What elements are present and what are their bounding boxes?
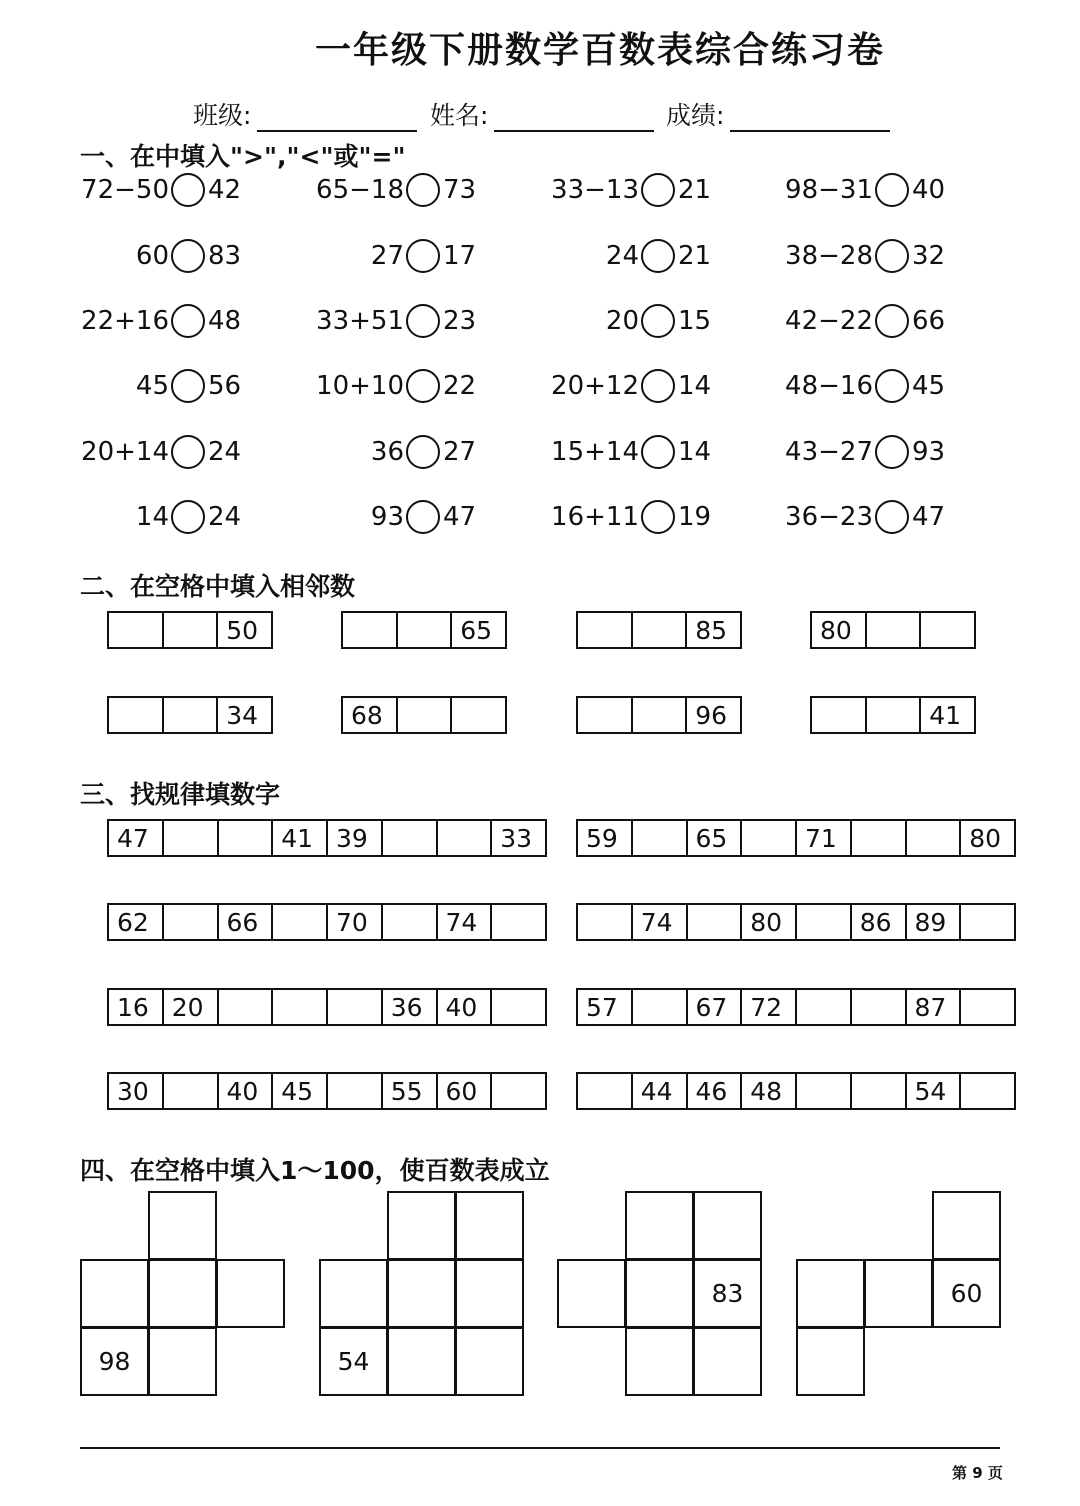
number-cell: 87 — [907, 988, 962, 1026]
answer-circle[interactable] — [875, 435, 909, 469]
number-cell: 83 — [693, 1259, 762, 1328]
blank-cell[interactable] — [438, 819, 493, 857]
comparison-item — [0, 366, 260, 406]
comparison-right: 83 — [208, 241, 242, 271]
blank-cell[interactable] — [455, 1259, 524, 1328]
comparison-item — [470, 366, 730, 406]
answer-circle[interactable] — [406, 173, 440, 207]
number-cell: 74 — [438, 903, 493, 941]
blank-cell[interactable] — [492, 988, 547, 1026]
blank-cell[interactable] — [633, 988, 688, 1026]
pattern-row — [107, 903, 547, 941]
comparison-left: 72−50 — [81, 175, 169, 205]
blank-cell[interactable] — [164, 903, 219, 941]
blank-cell[interactable] — [328, 1072, 383, 1110]
section1-heading: 一、在中填入">","<"或"=" — [80, 142, 406, 171]
blank-cell[interactable] — [932, 1191, 1001, 1260]
answer-circle[interactable] — [641, 173, 675, 207]
neighbor-row — [810, 611, 976, 649]
number-cell: 16 — [109, 988, 164, 1026]
blank-cell[interactable] — [455, 1327, 524, 1396]
blank-cell[interactable] — [625, 1259, 694, 1328]
neighbor-row — [576, 696, 742, 734]
score-blank[interactable] — [730, 104, 890, 132]
blank-cell[interactable] — [148, 1259, 217, 1328]
comparison-left: 98−31 — [785, 175, 873, 205]
pattern-row — [576, 988, 1016, 1026]
blank-cell[interactable] — [273, 988, 328, 1026]
answer-circle[interactable] — [171, 304, 205, 338]
number-cell: 20 — [164, 988, 219, 1026]
number-cell: 48 — [742, 1072, 797, 1110]
answer-circle[interactable] — [171, 435, 205, 469]
comparison-item — [470, 236, 730, 276]
blank-cell[interactable] — [387, 1259, 456, 1328]
name-field[interactable] — [430, 96, 654, 132]
blank-cell[interactable] — [557, 1259, 626, 1328]
answer-circle[interactable] — [641, 500, 675, 534]
blank-cell[interactable] — [625, 1191, 694, 1260]
comparison-item — [235, 432, 495, 472]
comparison-right: 32 — [912, 241, 946, 271]
comparison-item — [704, 236, 964, 276]
pattern-row — [576, 903, 1016, 941]
blank-cell[interactable] — [492, 903, 547, 941]
number-cell: 89 — [907, 903, 962, 941]
answer-circle[interactable] — [406, 435, 440, 469]
answer-circle[interactable] — [875, 173, 909, 207]
comparison-right: 48 — [208, 306, 242, 336]
comparison-right: 17 — [443, 241, 477, 271]
answer-circle[interactable] — [641, 239, 675, 273]
blank-cell[interactable] — [797, 988, 852, 1026]
comparison-left: 20 — [605, 306, 639, 336]
number-cell: 65 — [688, 819, 743, 857]
comparison-right: 21 — [678, 175, 712, 205]
blank-cell[interactable] — [578, 611, 633, 649]
comparison-right: 23 — [443, 306, 477, 336]
blank-cell[interactable] — [273, 903, 328, 941]
comparison-left: 48−16 — [785, 371, 873, 401]
number-cell: 36 — [383, 988, 438, 1026]
number-cell: 71 — [797, 819, 852, 857]
answer-circle[interactable] — [171, 500, 205, 534]
blank-cell[interactable] — [109, 696, 164, 734]
answer-circle[interactable] — [641, 369, 675, 403]
comparison-left: 38−28 — [785, 241, 873, 271]
blank-cell[interactable] — [216, 1259, 285, 1328]
neighbor-row — [576, 611, 742, 649]
number-cell: 57 — [578, 988, 633, 1026]
blank-cell[interactable] — [907, 819, 962, 857]
comparison-left: 22+16 — [81, 306, 169, 336]
blank-cell[interactable] — [961, 1072, 1016, 1110]
blank-cell[interactable] — [921, 611, 976, 649]
number-cell: 44 — [633, 1072, 688, 1110]
comparison-item — [0, 432, 260, 472]
answer-circle[interactable] — [875, 500, 909, 534]
comparison-right: 47 — [443, 502, 477, 532]
blank-cell[interactable] — [633, 611, 688, 649]
comparison-right: 21 — [678, 241, 712, 271]
comparison-item — [0, 236, 260, 276]
pattern-row — [576, 819, 1016, 857]
blank-cell[interactable] — [633, 696, 688, 734]
class-label: 班级: — [193, 101, 252, 130]
blank-cell[interactable] — [398, 696, 453, 734]
number-cell: 98 — [80, 1327, 149, 1396]
blank-cell[interactable] — [867, 611, 922, 649]
blank-cell[interactable] — [387, 1327, 456, 1396]
comparison-left: 24 — [605, 241, 639, 271]
neighbor-row — [341, 696, 507, 734]
blank-cell[interactable] — [796, 1327, 865, 1396]
number-cell: 55 — [383, 1072, 438, 1110]
blank-cell[interactable] — [387, 1191, 456, 1260]
class-field[interactable] — [193, 96, 417, 132]
comparison-left: 20+14 — [81, 437, 169, 467]
section3-heading: 三、找规律填数字 — [80, 780, 281, 809]
blank-cell[interactable] — [633, 819, 688, 857]
blank-cell[interactable] — [398, 611, 453, 649]
blank-cell[interactable] — [578, 696, 633, 734]
comparison-right: 66 — [912, 306, 946, 336]
answer-circle[interactable] — [406, 239, 440, 273]
number-cell: 45 — [273, 1072, 328, 1110]
number-cell: 80 — [961, 819, 1016, 857]
pattern-row — [107, 988, 547, 1026]
number-cell: 80 — [742, 903, 797, 941]
comparison-item — [0, 497, 260, 537]
answer-circle[interactable] — [875, 239, 909, 273]
blank-cell[interactable] — [852, 988, 907, 1026]
answer-circle[interactable] — [875, 369, 909, 403]
score-field[interactable] — [666, 96, 890, 132]
answer-circle[interactable] — [406, 304, 440, 338]
number-cell: 54 — [907, 1072, 962, 1110]
blank-cell[interactable] — [383, 903, 438, 941]
comparison-left: 27 — [370, 241, 404, 271]
blank-cell[interactable] — [455, 1191, 524, 1260]
blank-cell[interactable] — [343, 611, 398, 649]
comparison-right: 47 — [912, 502, 946, 532]
comparison-left: 14 — [135, 502, 169, 532]
comparison-right: 73 — [443, 175, 477, 205]
comparison-left: 45 — [135, 371, 169, 401]
blank-cell[interactable] — [864, 1259, 933, 1328]
number-cell: 96 — [687, 696, 742, 734]
number-cell: 34 — [218, 696, 273, 734]
number-cell: 68 — [343, 696, 398, 734]
comparison-left: 20+12 — [551, 371, 639, 401]
number-cell: 33 — [492, 819, 547, 857]
answer-circle[interactable] — [406, 500, 440, 534]
number-cell: 50 — [218, 611, 273, 649]
blank-cell[interactable] — [148, 1327, 217, 1396]
comparison-item — [704, 170, 964, 210]
comparison-left: 65−18 — [316, 175, 404, 205]
number-cell: 40 — [438, 988, 493, 1026]
comparison-left: 33+51 — [316, 306, 404, 336]
comparison-item — [235, 170, 495, 210]
answer-circle[interactable] — [171, 369, 205, 403]
blank-cell[interactable] — [852, 1072, 907, 1110]
page-number: 第 9 页 — [952, 1464, 1003, 1482]
blank-cell[interactable] — [109, 611, 164, 649]
number-cell: 46 — [688, 1072, 743, 1110]
number-cell: 59 — [578, 819, 633, 857]
blank-cell[interactable] — [219, 988, 274, 1026]
pattern-row — [576, 1072, 1016, 1110]
score-label: 成绩: — [666, 101, 725, 130]
comparison-item — [704, 432, 964, 472]
number-cell: 40 — [219, 1072, 274, 1110]
blank-cell[interactable] — [164, 1072, 219, 1110]
answer-circle[interactable] — [406, 369, 440, 403]
comparison-right: 19 — [678, 502, 712, 532]
blank-cell[interactable] — [164, 819, 219, 857]
blank-cell[interactable] — [796, 1259, 865, 1328]
comparison-right: 56 — [208, 371, 242, 401]
number-cell: 62 — [109, 903, 164, 941]
comparison-left: 36 — [370, 437, 404, 467]
answer-circle[interactable] — [875, 304, 909, 338]
blank-cell[interactable] — [812, 696, 867, 734]
number-cell: 39 — [328, 819, 383, 857]
comparison-left: 33−13 — [551, 175, 639, 205]
blank-cell[interactable] — [961, 988, 1016, 1026]
number-cell: 30 — [109, 1072, 164, 1110]
comparison-left: 42−22 — [785, 306, 873, 336]
comparison-item — [235, 301, 495, 341]
blank-cell[interactable] — [164, 696, 219, 734]
comparison-right: 27 — [443, 437, 477, 467]
number-cell: 80 — [812, 611, 867, 649]
blank-cell[interactable] — [383, 819, 438, 857]
comparison-item — [470, 497, 730, 537]
blank-cell[interactable] — [693, 1191, 762, 1260]
number-cell: 60 — [932, 1259, 1001, 1328]
comparison-left: 36−23 — [785, 502, 873, 532]
neighbor-row — [341, 611, 507, 649]
blank-cell[interactable] — [148, 1191, 217, 1260]
blank-cell[interactable] — [797, 1072, 852, 1110]
comparison-item — [235, 366, 495, 406]
comparison-item — [470, 432, 730, 472]
comparison-right: 22 — [443, 371, 477, 401]
blank-cell[interactable] — [578, 903, 633, 941]
number-cell: 86 — [852, 903, 907, 941]
blank-cell[interactable] — [328, 988, 383, 1026]
comparison-item — [704, 366, 964, 406]
blank-cell[interactable] — [867, 696, 922, 734]
blank-cell[interactable] — [852, 819, 907, 857]
blank-cell[interactable] — [797, 903, 852, 941]
neighbor-row — [107, 696, 273, 734]
answer-circle[interactable] — [171, 239, 205, 273]
comparison-item — [470, 301, 730, 341]
comparison-left: 93 — [370, 502, 404, 532]
answer-circle[interactable] — [641, 304, 675, 338]
name-blank[interactable] — [494, 104, 654, 132]
answer-circle[interactable] — [171, 173, 205, 207]
blank-cell[interactable] — [319, 1259, 388, 1328]
blank-cell[interactable] — [578, 1072, 633, 1110]
comparison-right: 14 — [678, 371, 712, 401]
comparison-item — [470, 170, 730, 210]
number-cell: 74 — [633, 903, 688, 941]
number-cell: 60 — [438, 1072, 493, 1110]
comparison-item — [235, 497, 495, 537]
comparison-right: 14 — [678, 437, 712, 467]
comparison-right: 42 — [208, 175, 242, 205]
blank-cell[interactable] — [492, 1072, 547, 1110]
comparison-item — [235, 236, 495, 276]
page-title: 一年级下册数学百数表综合练习卷 — [314, 30, 885, 71]
number-cell: 72 — [742, 988, 797, 1026]
comparison-left: 43−27 — [785, 437, 873, 467]
blank-cell[interactable] — [219, 819, 274, 857]
comparison-left: 15+14 — [551, 437, 639, 467]
section4-heading: 四、在空格中填入1～100，使百数表成立 — [80, 1156, 550, 1185]
blank-cell[interactable] — [961, 903, 1016, 941]
blank-cell[interactable] — [625, 1327, 694, 1396]
blank-cell[interactable] — [742, 819, 797, 857]
neighbor-row — [107, 611, 273, 649]
number-cell: 41 — [921, 696, 976, 734]
number-cell: 66 — [219, 903, 274, 941]
comparison-right: 24 — [208, 502, 242, 532]
blank-cell[interactable] — [693, 1327, 762, 1396]
comparison-right: 40 — [912, 175, 946, 205]
number-cell: 65 — [452, 611, 507, 649]
number-cell: 47 — [109, 819, 164, 857]
pattern-row — [107, 1072, 547, 1110]
number-cell: 70 — [328, 903, 383, 941]
comparison-right: 15 — [678, 306, 712, 336]
comparison-right: 93 — [912, 437, 946, 467]
number-cell: 54 — [319, 1327, 388, 1396]
section2-heading: 二、在空格中填入相邻数 — [80, 572, 356, 601]
number-cell: 41 — [273, 819, 328, 857]
number-cell: 67 — [688, 988, 743, 1026]
name-label: 姓名: — [430, 101, 489, 130]
blank-cell[interactable] — [80, 1259, 149, 1328]
blank-cell[interactable] — [452, 696, 507, 734]
comparison-item — [0, 301, 260, 341]
answer-circle[interactable] — [641, 435, 675, 469]
neighbor-row — [810, 696, 976, 734]
class-blank[interactable] — [257, 104, 417, 132]
comparison-right: 45 — [912, 371, 946, 401]
pattern-row — [107, 819, 547, 857]
comparison-item — [704, 497, 964, 537]
comparison-left: 10+10 — [316, 371, 404, 401]
number-cell: 85 — [687, 611, 742, 649]
comparison-left: 60 — [135, 241, 169, 271]
footer-divider — [80, 1447, 1000, 1449]
comparison-item — [0, 170, 260, 210]
blank-cell[interactable] — [164, 611, 219, 649]
blank-cell[interactable] — [688, 903, 743, 941]
comparison-item — [704, 301, 964, 341]
comparison-left: 16+11 — [551, 502, 639, 532]
comparison-right: 24 — [208, 437, 242, 467]
